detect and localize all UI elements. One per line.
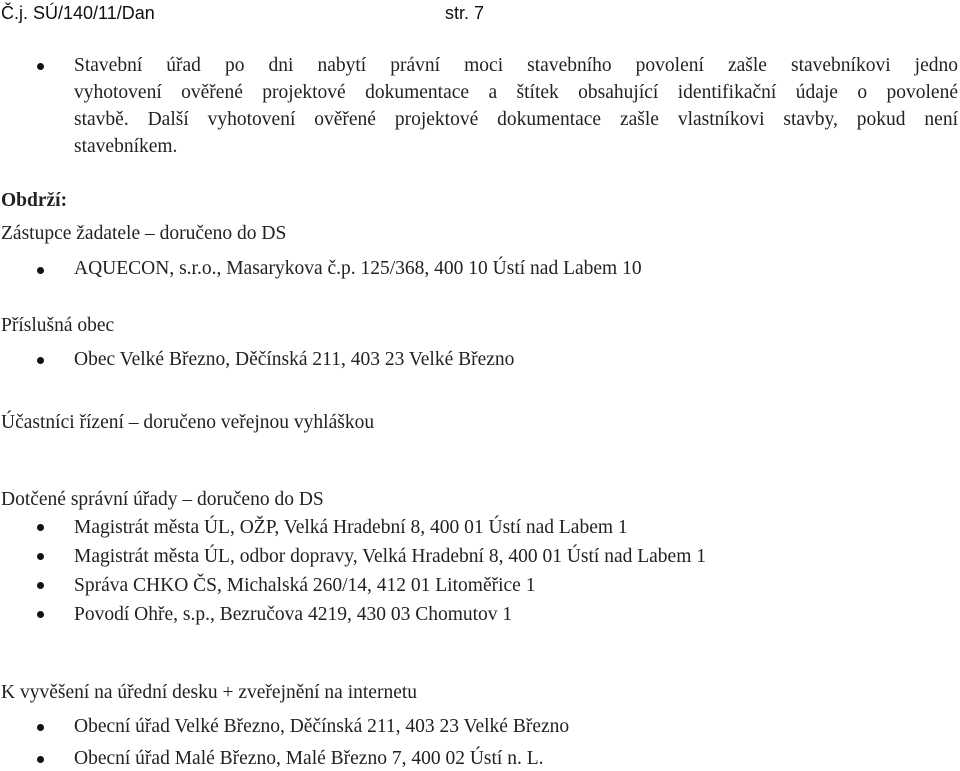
page-number: str. 7 — [445, 3, 485, 23]
list-item: Obecní úřad Velké Březno, Děčínská 211, 403 23 Velké Březno — [74, 716, 570, 737]
list-item: Magistrát města ÚL, odbor dopravy, Velká Hradební 8, 400 01 Ústí nad Labem 1 — [74, 546, 706, 567]
bullet-dot — [37, 724, 44, 731]
list-item: Povodí Ohře, s.p., Bezručova 4219, 430 03 Chomutov 1 — [74, 604, 513, 625]
bullet-dot — [37, 267, 44, 274]
case-reference: Č.j. SÚ/140/11/Dan — [1, 3, 155, 23]
bullet-dot — [37, 553, 44, 560]
section-title-authorities: Dotčené správní úřady – doručeno do DS — [1, 489, 324, 510]
section-title-municipality: Příslušná obec — [1, 315, 115, 336]
bullet-dot — [37, 357, 44, 364]
bullet-dot — [37, 524, 44, 531]
bullet-dot — [37, 63, 44, 70]
list-item: Obec Velké Březno, Děčínská 211, 403 23 Velké Březno — [74, 349, 515, 370]
list-item: Magistrát města ÚL, OŽP, Velká Hradební 8, 400 01 Ústí nad Labem 1 — [74, 517, 628, 538]
paragraph-line: stavbě. Další vyhotovení ověřené projektové dokumentace zašle vlastníkovi stavby, pokud není — [74, 109, 958, 130]
section-title-participants: Účastníci řízení – doručeno veřejnou vyhláškou — [1, 412, 375, 433]
list-item: Obecní úřad Malé Březno, Malé Březno 7, 400 02 Ústí n. L. — [74, 748, 544, 769]
list-item: Správa CHKO ČS, Michalská 260/14, 412 01 Litoměřice 1 — [74, 575, 536, 596]
paragraph-line: Stavební úřad po dni nabytí právní moci stavebního povolení zašle stavebníkovi jedno — [74, 55, 958, 76]
paragraph-line: vyhotovení ověřené projektové dokumentace a štítek obsahující identifikační údaje o povolené — [74, 82, 958, 103]
paragraph-line: stavebníkem. — [74, 136, 178, 157]
section-title-applicant: Zástupce žadatele – doručeno do DS — [1, 223, 287, 244]
list-item: AQUECON, s.r.o., Masarykova č.p. 125/368, 400 10 Ústí nad Labem 10 — [74, 258, 642, 279]
bullet-dot — [37, 611, 44, 618]
bullet-dot — [37, 756, 44, 763]
page-header — [0, 2, 960, 26]
section-title-notice-board: K vyvěšení na úřední desku + zveřejnění na internetu — [1, 682, 418, 703]
intro-paragraph — [74, 52, 958, 160]
bullet-dot — [37, 582, 44, 589]
recipients-heading: Obdrží: — [1, 190, 68, 211]
